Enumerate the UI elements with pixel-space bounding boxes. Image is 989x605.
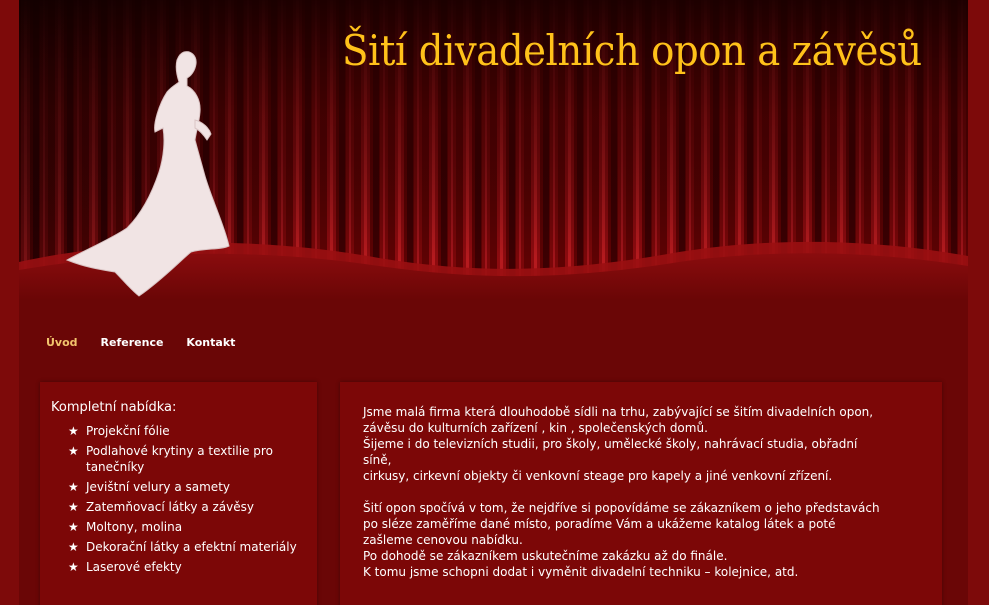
site-title: Šití divadelních opon a závěsů — [342, 26, 922, 75]
nav-item-kontakt[interactable]: Kontakt — [186, 336, 236, 349]
list-item-label: Dekorační látky a efektní materiály — [86, 540, 297, 554]
list-item-label: Moltony, molina — [86, 520, 183, 534]
star-icon: ★ — [68, 540, 79, 554]
main-content-panel — [340, 382, 942, 605]
right-border — [968, 0, 989, 605]
list-item-label: Podlahové krytiny a textilie pro tanečníky — [86, 444, 273, 474]
list-item-label: Projekční fólie — [86, 424, 170, 438]
list-item[interactable] — [68, 539, 308, 555]
header-banner — [19, 0, 968, 300]
list-item[interactable] — [68, 423, 308, 439]
list-item-label: Zatemňovací látky a závěsy — [86, 500, 254, 514]
list-item-label: Laserové efekty — [86, 560, 182, 574]
list-item[interactable] — [68, 479, 308, 495]
intro-paragraph: Jsme malá firma která dlouhodobě sídli na trhu, zabývající se šitím divadelních opon, závěsu do kulturních zařízení , kin , společenských domů. Šijeme i do televizních studii, pro školy, umělecké školy, nahrávací studia, obřadní síně, cirkusy, cirkevní objekty či venkovní steage pro kapely a jiné venkovní zřízení. — [363, 405, 874, 483]
list-item-label: Jevištní velury a samety — [86, 480, 230, 494]
list-item[interactable] — [68, 559, 308, 575]
process-paragraph: Šití opon spočívá v tom, že nejdříve si popovídáme se zákazníkem o jeho představách po sléze zaměříme dané místo, poradíme Vám a ukážeme katalog látek a poté zašleme cenovou nabídku. Po dohodě se zákazníkem uskutečníme zakázku až do finále. K tomu jsme schopni dodat i vyměnit divadelní techniku – kolejnice, atd. — [363, 501, 880, 579]
nav-item-reference[interactable]: Reference — [100, 336, 164, 349]
sidebar-heading: Kompletní nabídka: — [51, 400, 177, 415]
main-nav — [46, 336, 258, 349]
list-item[interactable] — [68, 519, 308, 535]
star-icon: ★ — [68, 480, 79, 494]
star-icon: ★ — [68, 520, 79, 534]
star-icon: ★ — [68, 424, 79, 438]
star-icon: ★ — [68, 560, 79, 574]
star-icon: ★ — [68, 500, 79, 514]
content-text — [363, 404, 933, 580]
nav-item-uvod[interactable]: Úvod — [46, 336, 78, 349]
offer-list — [68, 423, 308, 579]
list-item[interactable] — [68, 443, 308, 475]
list-item[interactable] — [68, 499, 308, 515]
star-icon: ★ — [68, 444, 79, 458]
left-border — [0, 0, 19, 605]
sidebar-offer-panel — [40, 382, 317, 605]
